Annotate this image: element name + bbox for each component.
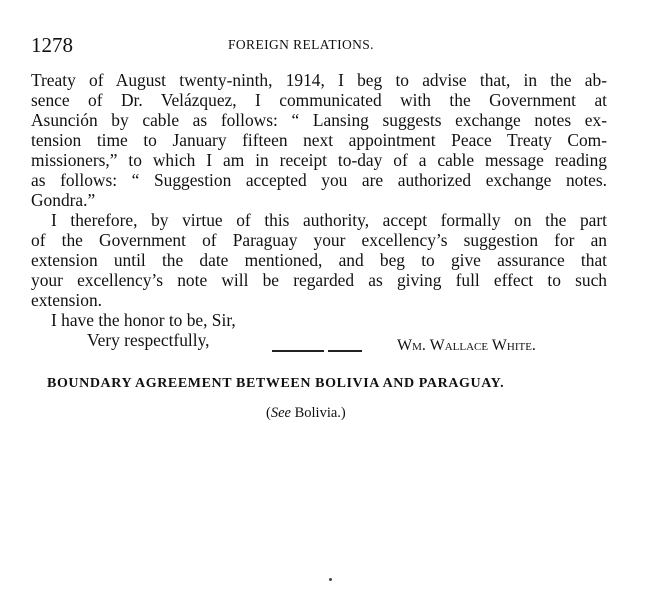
divider-rule-left <box>272 350 324 352</box>
text-line: sence of Dr. Velázquez, I communicated with the Government at <box>31 90 607 110</box>
paragraph-treaty <box>31 70 607 210</box>
page-number: 1278 <box>31 33 73 57</box>
text-line: I therefore, by virtue of this authority, accept formally on the part <box>51 210 607 230</box>
section-heading: BOUNDARY AGREEMENT BETWEEN BOLIVIA AND PARAGUAY. <box>47 376 505 391</box>
text-line: your excellency’s note will be regarded as giving full effect to such <box>31 270 607 290</box>
text-line: Asunción by cable as follows: “ Lansing suggests exchange notes ex- <box>31 110 607 130</box>
print-speck <box>329 578 332 581</box>
cross-reference-see: See <box>270 405 291 421</box>
section-divider <box>272 350 362 352</box>
text-line: extension until the date mentioned, and beg to give assurance that <box>31 250 607 270</box>
text-line: tension time to January fifteen next appointment Peace Treaty Com- <box>31 130 607 150</box>
text-line: extension. <box>31 290 102 310</box>
signature: Wm. Wallace White. <box>397 337 536 354</box>
cross-reference-target: Bolivia.) <box>290 405 346 421</box>
letter-body <box>31 70 607 354</box>
closing-honor: I have the honor to be, Sir, <box>51 310 236 330</box>
paragraph-acceptance <box>31 210 607 310</box>
text-line: Gondra.” <box>31 190 96 210</box>
closing-row <box>31 330 607 354</box>
text-line: missioners,” to which I am in receipt to-day of a cable message reading <box>31 150 607 170</box>
text-line: Treaty of August twenty-ninth, 1914, I beg to advise that, in the ab- <box>31 70 607 90</box>
closing-respectfully: Very respectfully, <box>87 330 210 350</box>
cross-reference-open: ( <box>266 405 271 421</box>
divider-rule-right <box>328 350 362 352</box>
text-line: of the Government of Paraguay your excellency’s suggestion for an <box>31 230 607 250</box>
text-line: as follows: “ Suggestion accepted you are authorized exchange notes. <box>31 170 607 190</box>
cross-reference <box>266 404 346 422</box>
running-title: FOREIGN RELATIONS. <box>228 37 374 52</box>
